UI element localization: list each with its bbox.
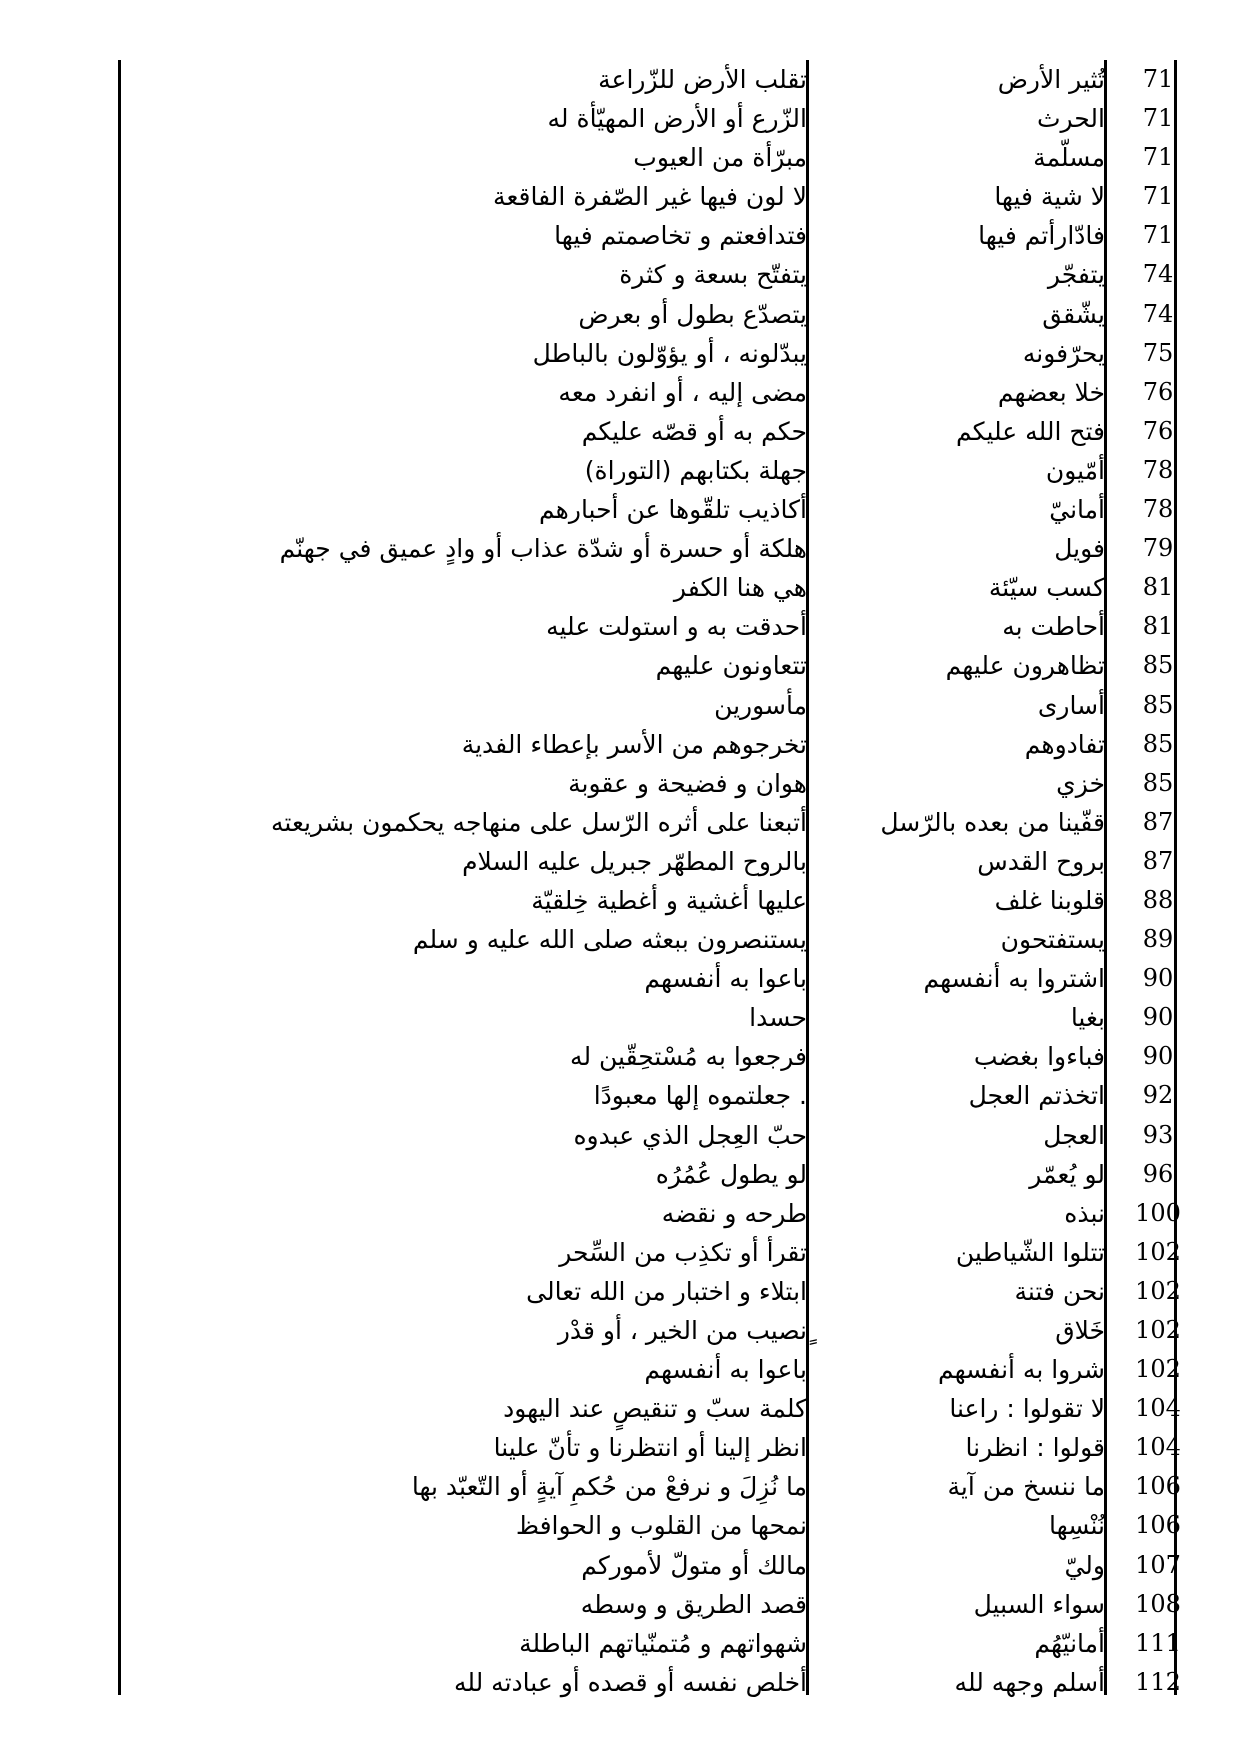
table-row [120,373,1192,412]
table-row [120,1076,1192,1115]
verse-number: 71 [1142,65,1174,93]
meaning-cell: فتدافعتم و تخاصمتم فيها [554,221,807,251]
table-row [120,1624,1192,1663]
word-cell: أمانيّ [1049,495,1105,525]
verse-number: 71 [1142,143,1174,172]
word-cell: تُثير الأرض [997,65,1105,94]
verse-number: 71 [1142,221,1174,250]
verse-number: 76 [1142,377,1174,406]
verse-number: 90 [1142,1042,1174,1071]
word-cell: أمانيّهُم [1034,1628,1105,1658]
meaning-cell: يستنصرون ببعثه صلى الله عليه و سلم [412,925,807,955]
meaning-cell: أكاذيب تلقّوها عن أحبارهم [539,495,807,525]
verse-number: 107 [1135,1550,1181,1579]
verse-number: 106 [1135,1511,1181,1540]
verse-number: 100 [1135,1198,1181,1227]
verse-number: 102 [1135,1316,1181,1344]
word-cell: خزي [1056,768,1105,798]
word-cell: بروح القدس [977,846,1105,876]
verse-number: 90 [1142,1003,1174,1032]
word-cell: أمّيون [1045,455,1105,485]
verse-number: 112 [1135,1667,1181,1696]
word-cell: فادّارأتم فيها [978,221,1105,251]
verse-number: 87 [1142,807,1174,836]
table-row [120,959,1192,998]
verse-number: 93 [1142,1120,1174,1149]
table-row [120,412,1192,451]
meaning-cell: مأسورين [714,690,807,720]
meaning-cell: لو يطول عُمُرُه [655,1159,807,1189]
meaning-cell: ٍنصيب من الخير ، أو قدْر [557,1316,807,1345]
meaning-cell: بالروح المطهّر جبريل عليه السلام [462,846,807,876]
verse-number: 74 [1142,299,1174,328]
word-cell: خَلاق [1055,1316,1105,1345]
verse-number: 111 [1135,1628,1181,1657]
meaning-cell: يتصدّع بطول أو بعرض [578,299,807,329]
word-cell: لو يُعمّر [1029,1159,1105,1189]
table-row [120,842,1192,881]
word-cell: يحرّفونه [1022,338,1105,368]
word-cell: ما ننسخ من آية [947,1472,1105,1502]
meaning-cell: أتبعنا على أثره الرّسل على منهاجه يحكمون بشريعته [271,807,807,837]
table-row [120,255,1192,294]
meaning-cell: شهواتهم و مُتمنّياتهم الباطلة [519,1628,807,1658]
meaning-cell: يبدّلونه ، أو يؤوّلون بالباطل [532,338,807,368]
verse-number: 79 [1142,534,1174,563]
table-row [120,1194,1192,1233]
table-row [120,177,1192,216]
table-row [120,1037,1192,1076]
meaning-cell: الزّرع أو الأرض المهيّأة له [547,104,807,134]
table-row [120,607,1192,646]
meaning-cell: انظر إلينا أو انتظرنا و تأنّ علينا [493,1433,807,1463]
vocabulary-table [120,60,1192,1702]
word-cell: شروا به أنفسهم [937,1355,1105,1385]
word-cell: تتلوا الشّياطين [955,1237,1105,1267]
table-row [120,764,1192,803]
verse-number: 85 [1142,690,1174,719]
verse-number: 76 [1142,416,1174,445]
word-cell: لا شية فيها [994,182,1105,212]
table-row [120,920,1192,959]
word-cell: فباءوا بغضب [973,1042,1105,1072]
verse-number: 89 [1142,925,1174,954]
table-row [120,334,1192,373]
word-cell: نحن فتنة [1014,1276,1105,1306]
table-row [120,568,1192,607]
table-row [120,725,1192,764]
table-row [120,1546,1192,1585]
meaning-cell: تقرأ أو تكذِب من السِّحر [559,1237,807,1267]
meaning-cell: مضى إليه ، أو انفرد معه [558,377,807,407]
meaning-cell: هوان و فضيحة و عقوبة [568,768,807,798]
word-cell: فويل [1054,534,1105,564]
table-row [120,881,1192,920]
word-cell: أسلم وجهه لله [954,1667,1105,1697]
verse-number: 74 [1142,260,1174,289]
meaning-cell: فرجعوا به مُسْتحِقّين له [570,1042,807,1072]
word-cell: اشتروا به أنفسهم [923,964,1105,994]
verse-number: 78 [1142,455,1174,484]
meaning-cell: حكم به أو قصّه عليكم [581,416,807,446]
word-cell: نبذه [1064,1198,1105,1228]
word-cell: مسلّمة [1033,143,1105,173]
word-cell: قولوا : انظرنا [965,1433,1105,1463]
table-row [120,803,1192,842]
meaning-cell: أحدقت به و استولت عليه [546,612,807,642]
table-row [120,529,1192,568]
meaning-cell: ابتلاء و اختبار من الله تعالى [526,1276,807,1306]
verse-number: 71 [1142,104,1174,133]
verse-number: 85 [1142,768,1174,797]
meaning-cell: كلمة سبّ و تنقيصٍ عند اليهود [503,1394,807,1424]
meaning-cell: أخلص نفسه أو قصده أو عبادته لله [453,1667,807,1697]
meaning-cell: تخرجوهم من الأسر بإعطاء الفدية [461,729,807,759]
word-cell: وليّ [1064,1550,1105,1580]
meaning-cell: لا لون فيها غير الصّفرة الفاقعة [493,182,807,212]
meaning-cell: حبّ العِجل الذي عبدوه [573,1120,807,1150]
verse-number: 78 [1142,495,1174,524]
meaning-cell: ما نُزِلَ و نرفعْ من حُكمِ آيةٍ أو التّعبّد بها [411,1472,807,1502]
word-cell: يتفجّر [1047,260,1105,290]
table-row [120,490,1192,529]
word-cell: نُنْسِها [1049,1511,1105,1541]
meaning-cell: . جعلتموه إلها معبودًا [593,1081,807,1111]
verse-number: 102 [1135,1276,1181,1305]
verse-number: 71 [1142,182,1174,211]
meaning-cell: تتعاونون عليهم [655,651,807,681]
table-row [120,1311,1192,1350]
word-cell: قفّينا من بعده بالرّسل [880,807,1105,837]
word-cell: يستفتحون [1000,925,1105,955]
table-row [120,216,1192,255]
verse-number: 75 [1142,338,1174,367]
table-row [120,295,1192,334]
table-row [120,451,1192,490]
table-row [120,686,1192,725]
word-cell: كسب سيّئة [988,573,1105,603]
table-row [120,1155,1192,1194]
verse-number: 102 [1135,1237,1181,1266]
table-row [120,1428,1192,1467]
verse-number: 81 [1142,573,1174,602]
meaning-cell: جهلة بكتابهم (التوراة) [584,455,807,485]
table-row [120,1663,1192,1702]
meaning-cell: تقلب الأرض للزّراعة [598,65,807,94]
table-row [120,1389,1192,1428]
verse-number: 85 [1142,651,1174,680]
verse-number: 87 [1142,846,1174,875]
verse-number: 96 [1142,1159,1174,1188]
meaning-cell: حسدا [749,1003,807,1033]
table-row [120,1233,1192,1272]
verse-number: 85 [1142,729,1174,758]
meaning-cell: يتفتّح بسعة و كثرة [619,260,807,290]
verse-number: 102 [1135,1355,1181,1384]
verse-number: 104 [1135,1394,1181,1423]
word-cell: تظاهرون عليهم [945,651,1105,681]
table-row [120,1506,1192,1545]
table-row [120,1585,1192,1624]
word-cell: اتخذتم العجل [968,1081,1105,1111]
word-cell: خلا بعضهم [997,377,1105,407]
table-row [120,998,1192,1037]
verse-number: 104 [1135,1433,1181,1462]
meaning-cell: مبرّأة من العيوب [633,143,807,173]
word-cell: تفادوهم [1024,729,1105,759]
word-cell: فتح الله عليكم [956,416,1105,446]
word-cell: العجل [1043,1120,1105,1150]
table-row [120,99,1192,138]
word-cell: قلوبنا غلف [994,885,1105,915]
table-row [120,646,1192,685]
word-cell: سواء السبيل [973,1589,1105,1619]
meaning-cell: باعوا به أنفسهم [644,964,807,994]
table-row [120,1467,1192,1506]
table-row [120,60,1192,99]
verse-number: 81 [1142,612,1174,641]
table-row [120,1350,1192,1389]
meaning-cell: مالك أو متولّ لأموركم [581,1550,807,1580]
table-row [120,1272,1192,1311]
verse-number: 90 [1142,964,1174,993]
word-cell: الحرث [1036,104,1105,134]
meaning-cell: هلكة أو حسرة أو شدّة عذاب أو وادٍ عميق في جهنّم [279,534,807,564]
meaning-cell: نمحها من القلوب و الحوافظ [515,1511,807,1541]
word-cell: يشّقق [1042,299,1105,329]
meaning-cell: عليها أغشية و أغطية خِلقيّة [531,885,807,915]
word-cell: بغيا [1070,1003,1105,1033]
meaning-cell: باعوا به أنفسهم [644,1355,807,1385]
table-row [120,138,1192,177]
meaning-cell: طرحه و نقضه [661,1198,807,1228]
word-cell: أحاطت به [1002,612,1105,642]
meaning-cell: قصد الطريق و وسطه [580,1589,807,1619]
meaning-cell: هي هنا الكفر [673,573,807,603]
verse-number: 92 [1142,1081,1174,1110]
verse-number: 106 [1135,1472,1181,1501]
table-row [120,1116,1192,1155]
verse-number: 108 [1135,1589,1181,1618]
verse-number: 88 [1142,885,1174,914]
word-cell: لا تقولوا : راعنا [949,1394,1105,1424]
word-cell: أسارى [1037,690,1105,720]
